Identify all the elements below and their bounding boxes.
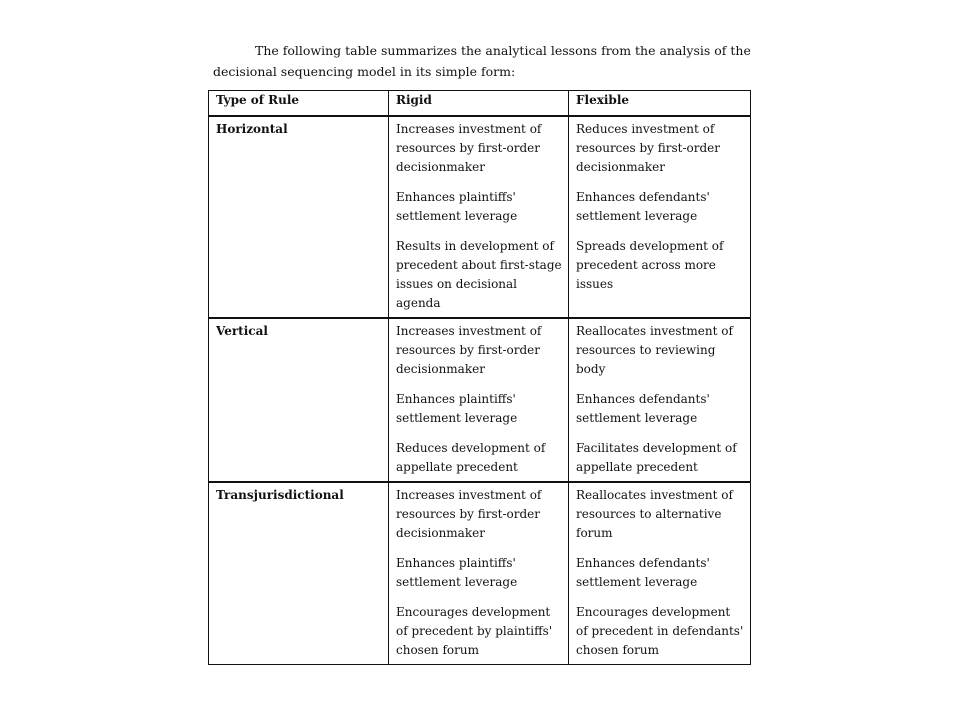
header-type-of-rule: Type of Rule <box>209 91 389 117</box>
rigid-item: Results in development of precedent about first-stage issues on decisional agenda <box>396 239 562 310</box>
rigid-item: Enhances plaintiffs' settlement leverage <box>396 392 518 425</box>
flexible-cell <box>569 482 751 665</box>
header-rigid: Rigid <box>389 91 569 117</box>
rigid-item: Enhances plaintiffs' settlement leverage <box>396 556 518 589</box>
flexible-item: Spreads development of precedent across more issues <box>576 239 724 291</box>
rigid-item: Increases investment of resources by first-order decisionmaker <box>396 122 542 174</box>
intro-paragraph <box>213 40 773 82</box>
table-row-transjurisdictional <box>209 482 751 665</box>
flexible-item: Enhances defendants' settlement leverage <box>576 556 710 589</box>
rigid-cell <box>389 482 569 665</box>
header-flexible: Flexible <box>569 91 751 117</box>
rule-type-cell: Horizontal <box>209 116 389 318</box>
rigid-item: Increases investment of resources by first-order decisionmaker <box>396 324 542 376</box>
table-row-horizontal <box>209 116 751 318</box>
rigid-item: Reduces development of appellate precedent <box>396 441 546 474</box>
flexible-item: Reallocates investment of resources to reviewing body <box>576 324 733 376</box>
rigid-cell <box>389 116 569 318</box>
flexible-item: Reduces investment of resources by first-order decisionmaker <box>576 122 721 174</box>
flexible-item: Reallocates investment of resources to alternative forum <box>576 488 733 540</box>
intro-text: The following table summarizes the analytical lessons from the analysis of the decisional sequencing model in its simple form: <box>213 43 751 79</box>
flexible-cell <box>569 318 751 482</box>
rigid-item: Increases investment of resources by first-order decisionmaker <box>396 488 542 540</box>
rigid-item: Encourages development of precedent by plaintiffs' chosen forum <box>396 605 553 657</box>
rule-type-cell: Vertical <box>209 318 389 482</box>
rules-table <box>208 90 751 665</box>
flexible-item: Encourages development of precedent in defendants' chosen forum <box>576 605 744 657</box>
table-header-row <box>209 91 751 117</box>
rigid-cell <box>389 318 569 482</box>
table-row-vertical <box>209 318 751 482</box>
rule-type-cell: Transjurisdictional <box>209 482 389 665</box>
rigid-item: Enhances plaintiffs' settlement leverage <box>396 190 518 223</box>
flexible-item: Enhances defendants' settlement leverage <box>576 190 710 223</box>
flexible-item: Enhances defendants' settlement leverage <box>576 392 710 425</box>
flexible-item: Facilitates development of appellate precedent <box>576 441 737 474</box>
flexible-cell <box>569 116 751 318</box>
